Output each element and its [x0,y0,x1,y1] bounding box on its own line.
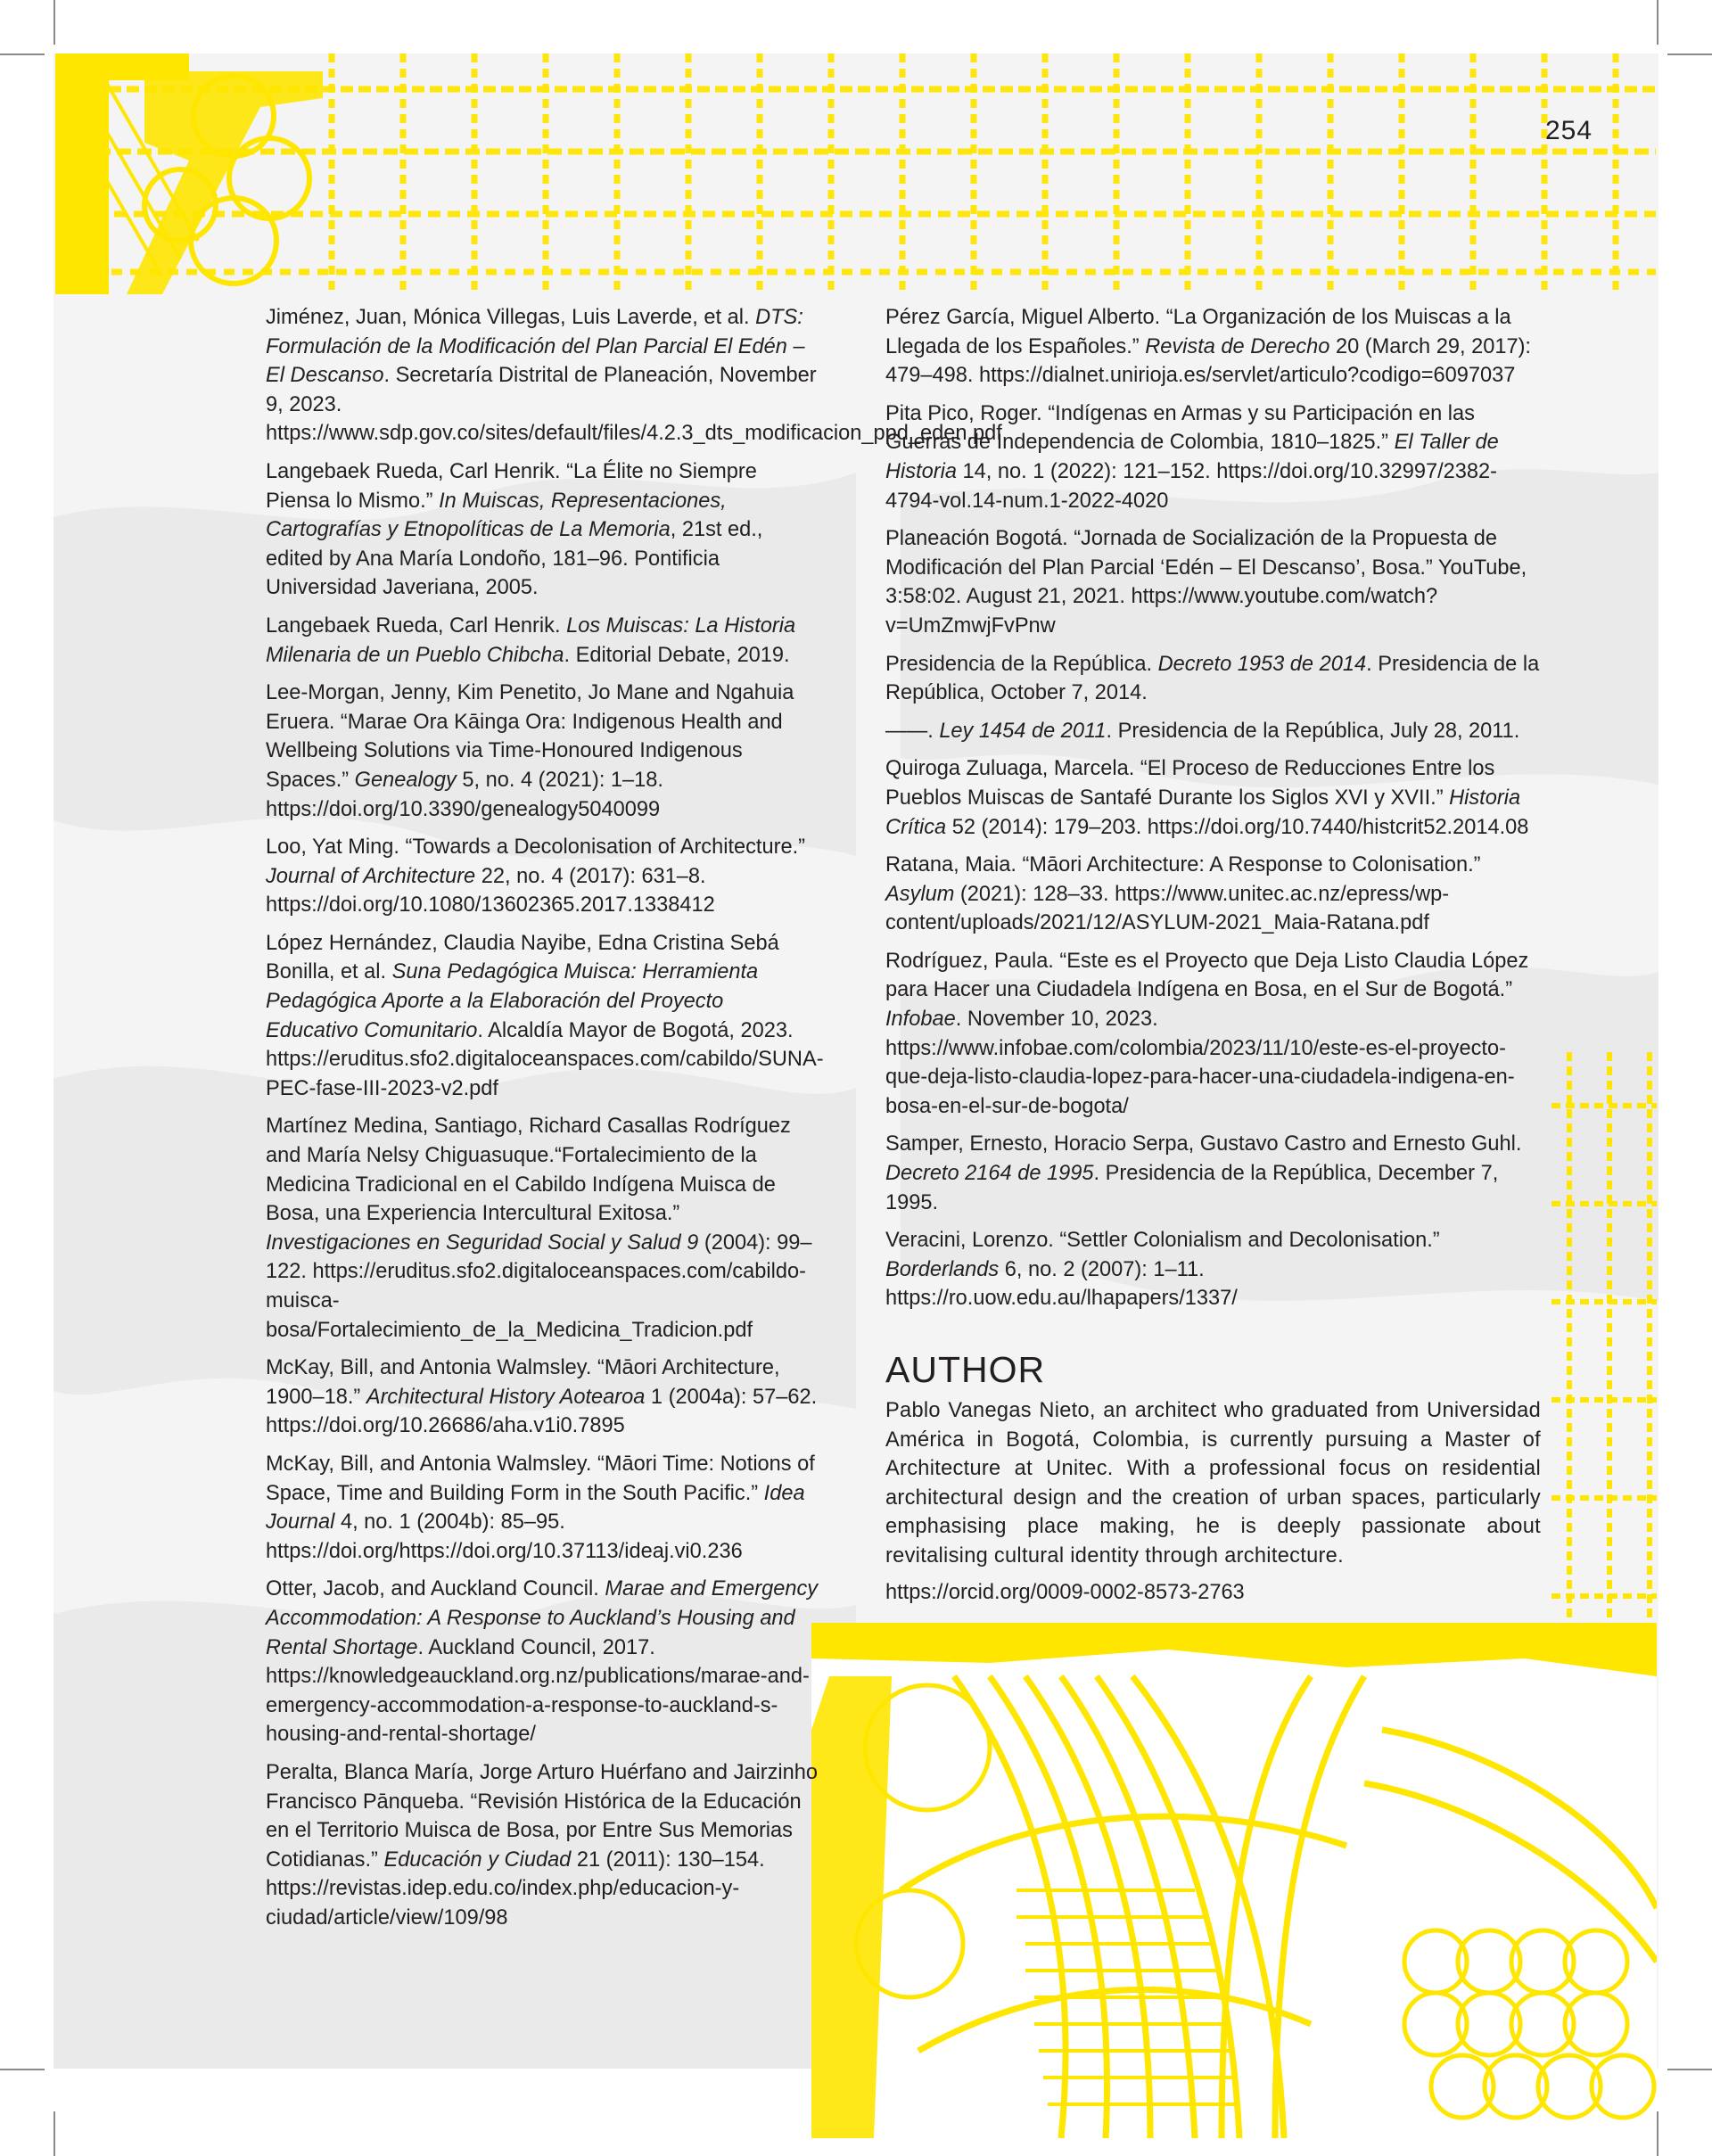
reference-details: 52 (2014): 179–203. https://doi.org/10.7440/histcrit52.2014.08 [946,815,1529,839]
reference-entry [885,1130,1541,1217]
reference-title: Decreto 1953 de 2014 [1157,652,1367,676]
top-yellow-grid-decoration [55,53,1656,294]
reference-title: Educación y Ciudad [383,1847,572,1872]
crop-mark [1667,53,1712,55]
reference-details: . Presidencia de la República, December 7, 1995. [885,1162,1499,1214]
reference-text: Rodríguez, Paula. “Este es el Proyecto que Deja Listo Claudia López para Hacer una Ciudadela Indígena en Bosa, en el Sur de Bogotá.” [885,949,1529,1002]
reference-text: Martínez Medina, Santiago, Richard Casallas Rodríguez and María Nelsy Chiguasuque.“Fortalecimiento de la Medicina Tradicional en el Cabildo Indígena Muisca de Bosa, una Experiencia Intercultural Exitosa.” [266,1115,791,1226]
reference-entry [266,929,824,1104]
reference-details: . Secretaría Distrital de Planeación, November 9, 2023. https://www.sdp.gov.co/sites/default/files/4.2.3_dts_modificacion_ppd_eden.pdf [266,364,1002,446]
reference-text: Ratana, Maia. “Māori Architecture: A Response to Colonisation.” [885,853,1481,877]
reference-details: . Alcaldía Mayor de Bogotá, 2023. https://eruditus.sfo2.digitaloceanspaces.com/cabildo/SUNA-PEC-fase-III-2023-v2.pdf [266,1018,824,1100]
reference-entry [266,612,819,670]
crop-mark [0,53,45,55]
page-number: 254 [1545,116,1593,145]
right-yellow-grid-decoration [1552,1052,1657,1623]
crop-mark [1657,0,1658,45]
reference-text: Quiroga Zuluaga, Marcela. “El Proceso de Reducciones Entre los Pueblos Muiscas de Santafé Durante los Siglos XVI y XVII.” [885,757,1495,810]
reference-entry [885,303,1541,391]
reference-entry [885,1226,1541,1313]
reference-text: Peralta, Blanca María, Jorge Arturo Huérfano and Jairzinho Francisco Pānqueba. “Revisión Histórica de la Educación en el Territorio Muisca de Bosa, por Entre Sus Memorias Cotidianas.” [266,1760,819,1872]
reference-details: . Presidencia de la República, October 7, 2014. [885,652,1540,705]
reference-details: 14, no. 1 (2022): 121–152. https://doi.org/10.32997/2382-4794-vol.14-num.1-2022-4020 [885,459,1498,513]
reference-entry [266,833,819,920]
reference-title: Marae and Emergency Accommodation: A Response to Auckland’s Housing and Rental Shortage [266,1577,819,1659]
reference-entry [266,303,1002,448]
reference-details: (2021): 128–33. https://www.unitec.ac.nz/epress/wp-content/uploads/2021/12/ASYLUM-2021_Maia-Ratana.pdf [885,882,1450,935]
reference-entry [266,1758,819,1933]
reference-text: Otter, Jacob, and Auckland Council. [266,1577,605,1601]
reference-text: Langebaek Rueda, Carl Henrik. [266,613,567,638]
reference-title: Architectural History Aotearoa [366,1385,646,1409]
reference-title: El Taller de Historia [885,431,1499,483]
crop-mark [1667,2069,1712,2070]
reference-entry [266,1112,819,1345]
author-heading: AUTHOR [885,1349,1046,1390]
reference-text: Pérez García, Miguel Alberto. “La Organización de los Muiscas a la Llegada de los Españoles.” [885,306,1511,358]
crop-mark [54,0,55,45]
reference-entry [266,679,819,824]
reference-details: (2004): 99–122. https://eruditus.sfo2.digitaloceanspaces.com/cabildo-muisca-bosa/Fortalecimiento_de_la_Medicina_Tradicion.pdf [266,1230,812,1342]
reference-entry [885,524,1541,640]
reference-details: , 21st ed., edited by Ana María Londoño, 181–96. Pontificia Universidad Javeriana, 2005. [266,518,763,600]
reference-text: McKay, Bill, and Antonia Walmsley. “Māori Time: Notions of Space, Time and Building Form in the South Pacific.” [266,1452,815,1505]
reference-text: López Hernández, Claudia Nayibe, Edna Cristina Sebá Bonilla, et al. [266,931,779,984]
reference-title: Genealogy [354,768,457,792]
reference-title: DTS: Formulación de la Modificación del Plan Parcial El Edén – El Descanso [266,306,805,388]
reference-text: Presidencia de la República. [885,652,1158,676]
bottom-yellow-sketch-decoration [811,1623,1657,2138]
reference-title: Journal of Architecture [266,864,476,888]
reference-details: 20 (March 29, 2017): 479–498. https://dialnet.unirioja.es/servlet/articulo?codigo=6097037 [885,334,1531,388]
reference-title: Investigaciones en Seguridad Social y Salud 9 [266,1230,699,1255]
reference-text: Jiménez, Juan, Mónica Villegas, Luis Laverde, et al. [266,306,756,329]
reference-details: 22, no. 4 (2017): 631–8. https://doi.org/10.1080/13602365.2017.1338412 [266,864,715,918]
reference-title: Asylum [885,882,955,906]
reference-entry [266,1354,819,1441]
reference-title: Idea Journal [266,1481,805,1535]
reference-entry [885,754,1541,842]
reference-details: 21 (2011): 130–154. https://revistas.idep.edu.co/index.php/educacion-y-ciudad/article/view/109/98 [266,1847,765,1930]
reference-title: Historia Crítica [885,786,1521,839]
reference-title: Ley 1454 de 2011 [939,719,1107,743]
reference-details: . November 10, 2023. https://www.infobae.com/colombia/2023/11/10/este-es-el-proyecto-que-deja-listo-claudia-lopez-para-hacer-una-ciudadela-indigena-en-bosa-en-el-sur-de-bogota/ [885,1008,1515,1118]
reference-title: Infobae [885,1008,956,1032]
reference-title: Los Muiscas: La Historia Milenaria de un Pueblo Chibcha [266,613,796,667]
reference-title: In Muiscas, Representaciones, Cartografías y Etnopolíticas de La Memoria [266,489,727,542]
author-bio: Pablo Vanegas Nieto, an architect who graduated from Universidad América in Bogotá, Colombia, is currently pursuing a Master of Architecture at Unitec. With a professional focus on residential architectural design and the creation of urban spaces, particularly emphasising place making, he is deeply passionate about revitalising cultural identity through architecture. [885,1399,1541,1568]
reference-text: Langebaek Rueda, Carl Henrik. “La Élite no Siempre Piensa lo Mismo.” [266,459,757,513]
reference-text: Samper, Ernesto, Horacio Serpa, Gustavo Castro and Ernesto Guhl. [885,1132,1522,1156]
reference-details: . Auckland Council, 2017. https://knowledgeauckland.org.nz/publications/marae-and-emergency-accommodation-a-response-to-auckland-s-housing-and-rental-shortage/ [266,1635,810,1747]
reference-entry [266,1575,819,1749]
reference-entry [885,851,1541,938]
reference-entry [885,717,1541,746]
reference-entry [885,947,1541,1122]
reference-details: . Presidencia de la República, July 28, 2011. [1106,719,1520,743]
reference-text: Planeación Bogotá. “Jornada de Socialización de la Propuesta de Modificación del Plan Parcial ‘Edén – El Descanso’, Bosa.” YouTube, 3:58:02. August 21, 2021. https://www.youtube.com/watch?v=UmZmwjFvPnw [885,527,1527,638]
crop-mark [1657,2111,1658,2156]
reference-text: McKay, Bill, and Antonia Walmsley. “Māori Architecture, 1900–18.” [266,1356,780,1409]
reference-text: Pita Pico, Roger. “Indígenas en Armas y su Participación en las Guerras de Independencia de Colombia, 1810–1825.” [885,401,1475,455]
reference-details: 6, no. 2 (2007): 1–11. https://ro.uow.edu.au/lhapapers/1337/ [885,1257,1238,1311]
reference-entry [266,1450,819,1566]
reference-details: 5, no. 4 (2021): 1–18. https://doi.org/10.3390/genealogy5040099 [266,768,663,821]
reference-entry [885,399,1541,515]
reference-text: Loo, Yat Ming. “Towards a Decolonisation of Architecture.” [266,835,806,860]
reference-title: Revista de Derecho [1145,334,1330,358]
reference-text: Lee-Morgan, Jenny, Kim Penetito, Jo Mane and Ngahuia Eruera. “Marae Ora Kāinga Ora: Indigenous Health and Wellbeing Solutions via Time-Honoured Indigenous Spaces.” [266,681,794,792]
reference-details: . Editorial Debate, 2019. [564,643,790,667]
reference-details: 4, no. 1 (2004b): 85–95. https://doi.org/https://doi.org/10.37113/ideaj.vi0.236 [266,1510,743,1563]
reference-text: ——. [885,719,940,743]
reference-title: Suna Pedagógica Muisca: Herramienta Pedagógica Aporte a la Elaboración del Proyecto Educativo Comunitario [266,960,759,1042]
reference-title: Borderlands [885,1257,1000,1281]
reference-entry [266,457,819,603]
author-orcid-link[interactable]: https://orcid.org/0009-0002-8573-2763 [885,1580,1245,1604]
reference-title: Decreto 2164 de 1995 [885,1162,1094,1186]
reference-entry [885,650,1541,708]
reference-details: 1 (2004a): 57–62. https://doi.org/10.26686/aha.v1i0.7895 [266,1385,818,1438]
reference-text: Veracini, Lorenzo. “Settler Colonialism and Decolonisation.” [885,1229,1440,1253]
crop-mark [0,2069,45,2070]
crop-mark [54,2111,55,2156]
references-column-right [885,303,1541,1607]
